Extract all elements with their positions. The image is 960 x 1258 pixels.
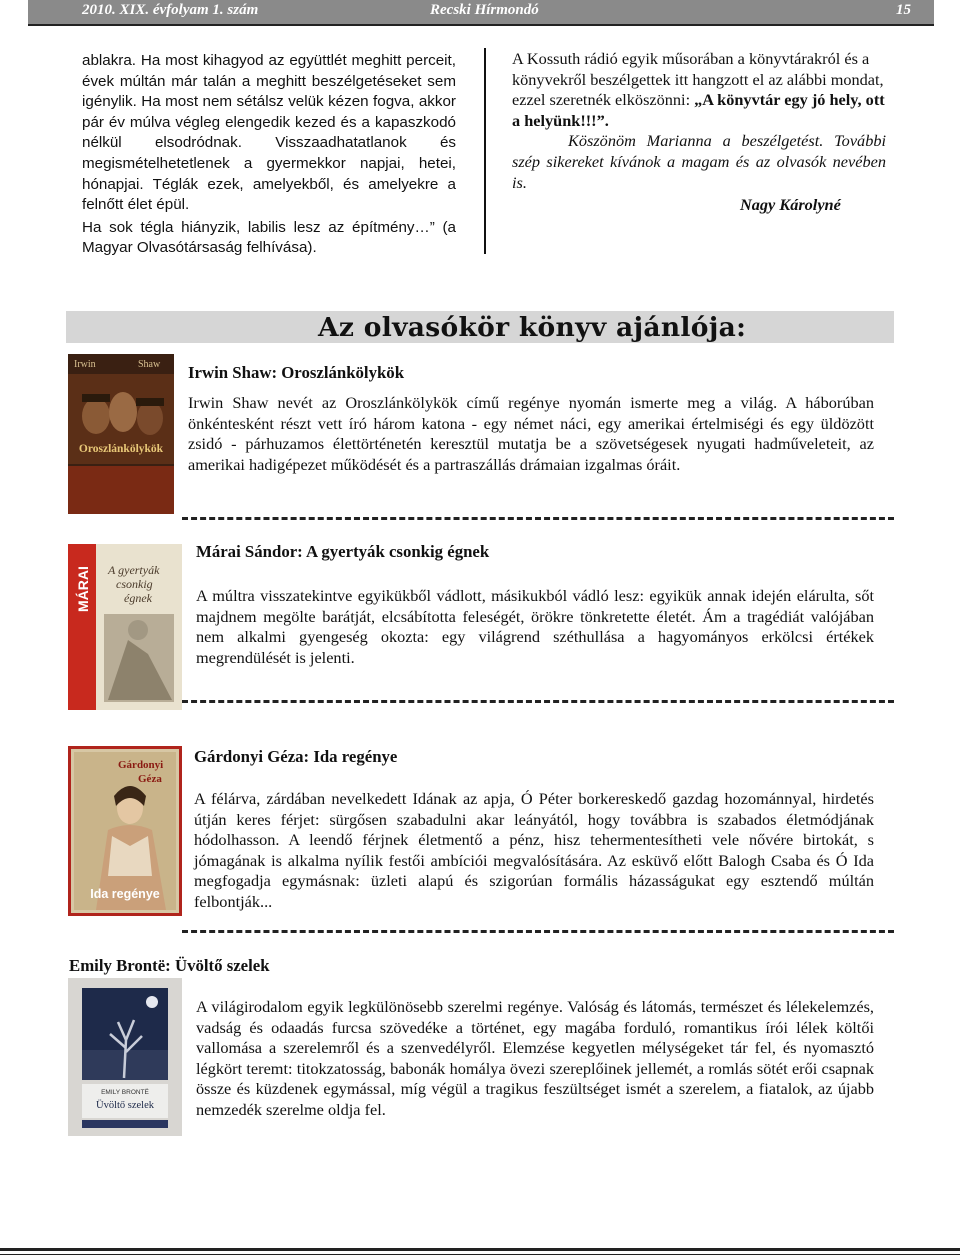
divider-dashed-3 bbox=[182, 930, 894, 933]
book-description-oroszlankolykok: Irwin Shaw nevét az Oroszlánkölykök című regénye nyomán ismerte meg a világ. A háborúban önkéntesként részt vett író három katona - egy német náci, egy amerikai értelmiségi és egy üldözött zsidó - párhuzamos élettörténetén keresztül mutatja be a szövetségesek nyugati hadműveleteit, az amerikai hadigépezet működését és a partraszállás drámaian izgalmas óráit. bbox=[188, 393, 874, 474]
book-description-gyertyak: A múltra visszatekintve egyikükből vádlott, másikukból vádló lesz: egyikük annak idején elárulta, sőt majdnem megölte barátját, elcsábította feleségét, örökre tönkretette életét. Ám a tragédiát valójában nem alkalmi gyengeség okozta: egy világrend széthullása a hagyományos erkölcsi értékek megrendülését is jelenti. bbox=[196, 586, 874, 667]
cover-title: Ida regénye bbox=[90, 887, 160, 901]
left-paragraph-2: Ha sok tégla hiányzik, labilis lesz az építmény…” (a Magyar Olvasótársaság felhívása). bbox=[82, 218, 456, 257]
cover-author: MÁRAI bbox=[75, 566, 91, 612]
divider-dashed-1 bbox=[182, 517, 894, 520]
publication-name: Recski Hírmondó bbox=[430, 2, 539, 18]
svg-text:csonkig: csonkig bbox=[116, 577, 153, 591]
divider-dashed-2 bbox=[182, 700, 894, 703]
book-title-gyertyak: Márai Sándor: A gyertyák csonkig égnek bbox=[196, 542, 490, 561]
left-paragraph-1: ablakra. Ha most kihagyod az együttlét meghitt perceit, évek múltán már talán a meghitt beszélgetéseket sem igénylik. Ha most nem sétálsz velük kézen fogva, akkor pár év múlva végleg elengedik kezed és a kapaszkodó nélkül elsodródnak. Visszaadhatatlanok és megismételhetetlenek a gyermekkor napjai, hetei, hónapjai. Téglák ezek, amelyekből, és amelyekre a felnőtt élet épül. bbox=[82, 52, 456, 214]
right-column bbox=[512, 49, 886, 216]
book-cover-uvolto-szelek[interactable] bbox=[68, 978, 182, 1136]
cover-title: Üvöltő szelek bbox=[95, 1100, 155, 1111]
page-number: 15 bbox=[896, 2, 911, 18]
cover-author: EMILY BRONTË bbox=[101, 1089, 149, 1096]
book-cover-oroszlankolykok[interactable] bbox=[68, 354, 174, 514]
book-title-uvolto-szelek: Emily Brontë: Üvöltő szelek bbox=[69, 956, 270, 975]
book-cover-ida-regenye[interactable] bbox=[68, 746, 182, 916]
thanks-text: Köszönöm Marianna a beszélgetést. További szép sikereket kívánok a magam és az olvasók nevében is. bbox=[512, 131, 886, 192]
svg-text:égnek: égnek bbox=[124, 591, 152, 605]
section-title: Az olvasókör könyv ajánlója: bbox=[318, 312, 747, 343]
svg-text:Géza: Géza bbox=[138, 773, 162, 785]
book-description-ida-regenye: A félárva, zárdában nevelkedett Idának az apja, Ó Péter borkereskedő gazdag hozománnyal, hirdetés útján keres férjet: sürgősen szabadulni akar leányától, hogy továbbra is szabados életmódjának hódolhasson. A leendő férjnek életmentő a pénz, hisz tehermentesítheti vele nővére birtokát, s jómagának is alkalma nyílik festői ambíciói megvalósítására. Az esküvő előtt Balogh Csaba és Ó Ida megfogadja egymásnak: üzleti alapú és szigorúan formális házasságukat egy esztendő múltán felbontják... bbox=[194, 789, 874, 911]
book-description-uvolto-szelek: A világirodalom egyik legkülönösebb szerelmi regénye. Valóság és látomás, természet és lélekelemzés, vadság és odaadás furcsa szövedéke a történet, egy magába forduló, romantikus írói lélek költői vallomása a szerelemről és a szenvedélyről. Elemzése kegyetlen mélységeket tár fel, és nyomasztó légkört teremt: titokzatosság, babonák homálya övezi szereplőinek jellemét, a romlás sötét erői csapnak össze és küzdenek egymással, míg végül a tragikus feszültséget ismét a szerelem, a fiatalok, az újabb nemzedék szerelme oldja fel. bbox=[196, 997, 874, 1119]
footer-rule-thin bbox=[0, 1254, 960, 1255]
library-quote: „A könyvtár egy jó hely, ott a helyünk!!!”. bbox=[512, 90, 885, 130]
column-divider bbox=[484, 48, 486, 254]
cover-title: Oroszlánkölykök bbox=[78, 443, 164, 455]
page-header bbox=[28, 0, 934, 26]
book-title-ida-regenye: Gárdonyi Géza: Ida regénye bbox=[194, 747, 398, 766]
svg-text:Gárdonyi: Gárdonyi bbox=[118, 759, 164, 771]
right-paragraph-intro: A Kossuth rádió egyik műsorában a könyvtárakról és a könyvekről beszélgettek itt hangzott el az alábbi mondat, ezzel szeretnék elköszönni: bbox=[512, 49, 884, 110]
signature: Nagy Károlyné bbox=[740, 195, 841, 215]
issue-label: 2010. XIX. évfolyam 1. szám bbox=[82, 2, 259, 18]
book-title-oroszlankolykok: Irwin Shaw: Oroszlánkölykök bbox=[188, 363, 405, 382]
left-column bbox=[82, 51, 456, 259]
footer-rule bbox=[0, 1248, 960, 1251]
cover-author-2: Shaw bbox=[138, 359, 161, 370]
book-cover-gyertyak[interactable] bbox=[68, 544, 182, 710]
svg-text:A gyertyák: A gyertyák bbox=[108, 563, 160, 577]
cover-author-1: Irwin bbox=[74, 359, 96, 370]
